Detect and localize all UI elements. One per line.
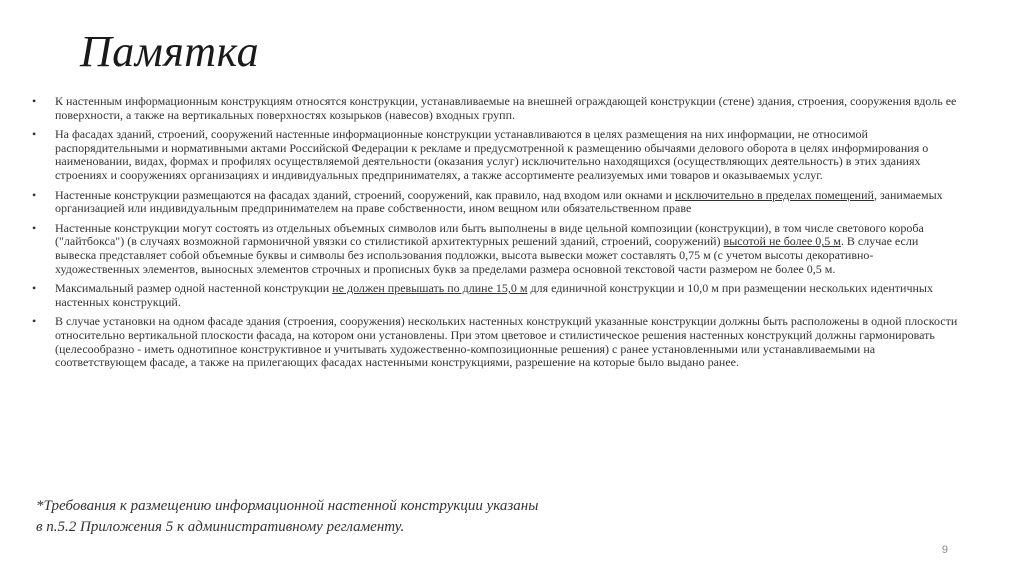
bullet-list: [28, 95, 958, 376]
bullet-dot-icon: •: [32, 127, 37, 142]
bullet-text: . В случае если вывеска представляет собой объемные буквы и символы без использования подложки, высота вывески может составлять 0,75 м (с учетом высоты декоративно-художественных элементов, выносных элементов строчных и прописных букв за пределами размера основной текстовой части размером не более 0,5 м.: [55, 234, 919, 276]
slide-title: Памятка: [80, 27, 260, 76]
bullet-text-underlined: высотой не более 0,5 м: [723, 234, 841, 249]
bullet-dot-icon: •: [32, 314, 37, 329]
bullet-text: К настенным информационным конструкциям относятся конструкции, устанавливаемые на внешней ограждающей конструкции (стене) здания, строения, сооружения вдоль ее поверхности, а также на вертикальных поверхностях козырьков (навесов) входных групп.: [55, 94, 957, 122]
bullet-item: [28, 189, 958, 216]
bullet-dot-icon: •: [32, 187, 37, 202]
bullet-dot-icon: •: [32, 94, 37, 108]
bullet-dot-icon: •: [32, 281, 37, 296]
bullet-item: [28, 282, 958, 309]
bullet-item: [28, 95, 958, 122]
bullet-text: Настенные конструкции могут состоять из отдельных объемных символов или быть выполнены в виде цельной композиции (конструкции), в том числе светового короба ("лайтбокса") (в случаях возможной гармоничной увязки со стилистикой архитектурных решений зданий, строений, сооружений): [55, 220, 924, 249]
bullet-item: [28, 128, 958, 182]
bullet-text: На фасадах зданий, строений, сооружений настенные информационные конструкции устанавливаются в целях размещения на них информации, не относимой распорядительными и нормативными актами Российской Федерации к рекламе и предусмотренной к размещению обычаями делового оборота в целях информирования о наименовании, видах, формах и профилях осуществляемой деятельности (оказания услуг) исключительно находящихся (осуществляющих деятельность) в этих зданиях строениях и сооружениях организациях и индивидуальных предпринимателях, а также ассортименте реализуемых ими товаров и оказываемых услуг.: [55, 127, 929, 182]
footnote: [36, 496, 736, 538]
bullet-item: [28, 222, 958, 276]
bullet-text: Настенные конструкции размещаются на фасадах зданий, строений, сооружений, как правило, над входом или окнами и: [55, 187, 675, 202]
bullet-text: В случае установки на одном фасаде здания (строения, сооружения) нескольких настенных конструкций указанные конструкции должны быть расположены в одной плоскости относительно вертикальной плоскости фасада, на котором они установлены. При этом цветовое и стилистическое решения настенных конструкций должны гармонировать (целесообразно - иметь однотипное конструктивное и учитывать художественно-композиционные решения) с ранее установленными или устанавливаемыми на соответствующем фасаде, а также на прилегающих фасадах настенными конструкциями, разрешение на которые было выдано ранее.: [55, 314, 958, 370]
footnote-line-1: *Требования к размещению информационной настенной конструкции указаны: [36, 498, 539, 514]
bullet-text: , занимаемых организацией или индивидуальным предпринимателем на праве собственности, ином вещном или обязательственном праве: [55, 187, 943, 216]
bullet-dot-icon: •: [32, 220, 37, 235]
bullet-text: для единичной конструкции и 10,0 м при размещении нескольких идентичных настенных конструкций.: [55, 281, 933, 309]
bullet-text-underlined: не должен превышать по длине 15,0 м: [332, 281, 528, 296]
page-number: 9: [941, 544, 948, 556]
bullet-text-underlined: исключительно в пределах помещений: [675, 187, 874, 202]
footnote-line-2: в п.5.2 Приложения 5 к административному регламенту.: [36, 519, 405, 535]
bullet-item: [28, 315, 958, 369]
bullet-text: Максимальный размер одной настенной конструкции: [55, 281, 333, 296]
